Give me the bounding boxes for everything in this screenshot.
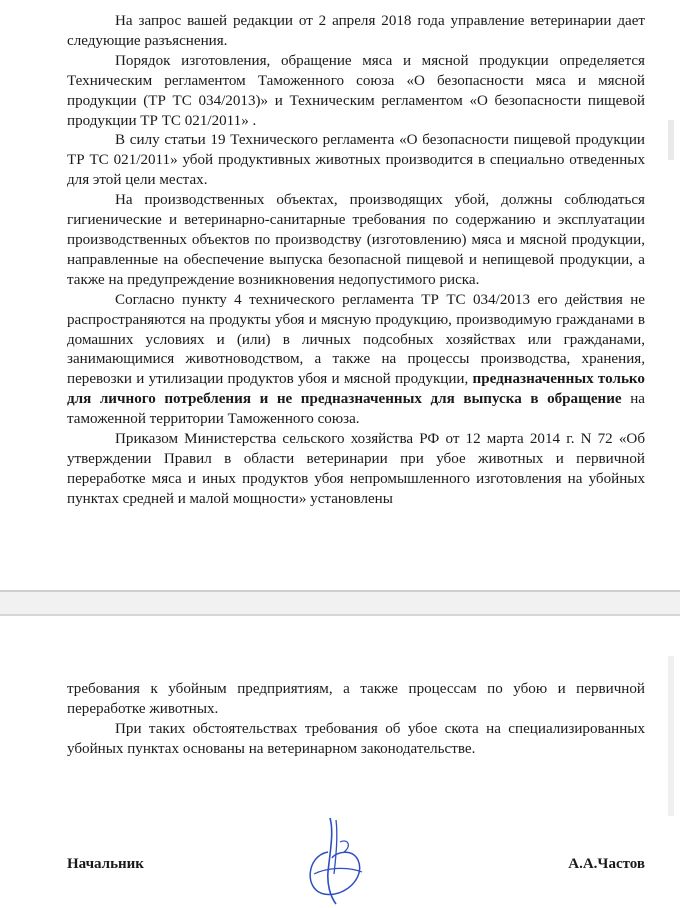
paragraph-production-requirements: На производственных объектах, производящих убой, должны соблюдаться гигиенические и ветеринарно-санитарные требования по содержанию и эксплуатации производственных объектов по производству (изготовлению) мяса и мясной продукции, направленные на обеспечение выпуска безопасной пищевой и непищевой продукции, а также на предупреждение возникновения недопустимого риска. [67, 192, 645, 288]
paragraph-article-19: В силу статьи 19 Технического регламента «О безопасности пищевой продукции ТР ТС 021/2011» убой продуктивных животных производится в специально отведенных для этой цели местах. [67, 132, 645, 189]
page-separator [0, 590, 680, 616]
page-1-body [67, 12, 645, 510]
point-4-text-end: на таможенной территории Таможенного союза. [67, 391, 645, 428]
point-4-bold-text: предназначенных только для личного потребления и не предназначенных для выпуска в обращение [67, 371, 645, 408]
paragraph-regulation-order: Порядок изготовления, обращение мяса и мясной продукции определяется Техническим регламентом Таможенного союза «О безопасности мяса и мясной продукции (ТР ТС 034/2013)» и Техническим регламентом «О безопасности пищевой продукции ТР ТС 021/2011» . [67, 52, 645, 129]
signature-block [67, 856, 645, 882]
paragraph-order-72-continued: требования к убойным предприятиям, а также процессам по убою и первичной переработке животных. [67, 681, 645, 717]
scan-edge-mark [668, 656, 674, 816]
page-2-body [67, 680, 645, 760]
point-4-text-start: Согласно пункту 4 технического регламента ТР ТС 034/2013 его действия не распространяются на продукты убоя и мясную продукцию, производимую гражданами в домашних условиях и (или) в личных подсобных хозяйствах или гражданами, занимающимися животноводством, а также на процессы производства, хранения, перевозки и утилизации продуктов убоя и мясной продукции, [67, 291, 645, 388]
paragraph-intro: На запрос вашей редакции от 2 апреля 2018 года управление ветеринарии дает следующие разъяснения. [67, 13, 645, 49]
signer-name: А.А.Частов [568, 856, 645, 872]
signer-position: Начальник [67, 856, 144, 872]
scan-edge-mark [668, 120, 674, 160]
paragraph-order-72: Приказом Министерства сельского хозяйства РФ от 12 марта 2014 г. N 72 «Об утверждении Правил в области ветеринарии при убое животных и первичной переработке мяса и иных продуктов убоя непромышленного изготовления на убойных пунктах средней и малой мощности» установлены [67, 431, 645, 507]
paragraph-conclusion: При таких обстоятельствах требования об убое скота на специализированных убойных пунктах основаны на ветеринарном законодательстве. [67, 720, 645, 757]
document-page-2 [0, 616, 680, 908]
paragraph-point-4 [67, 291, 645, 430]
